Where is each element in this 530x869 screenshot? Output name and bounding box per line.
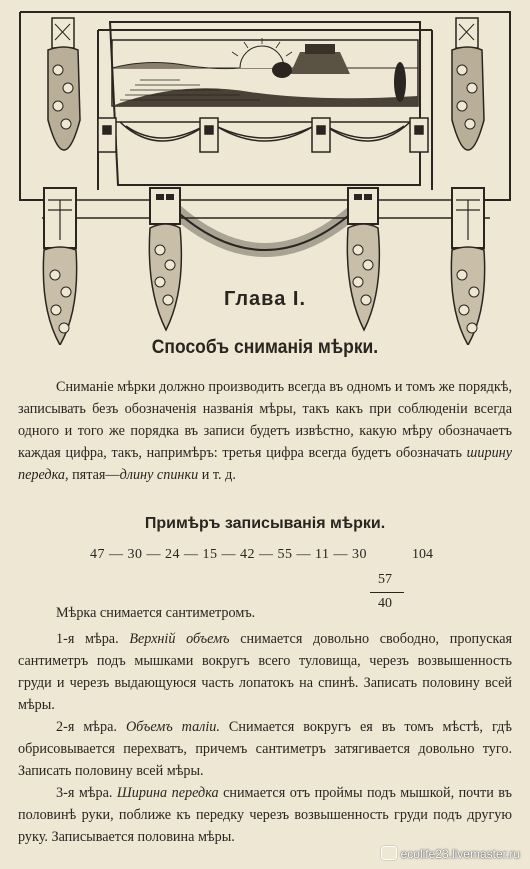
- garland: [175, 210, 355, 250]
- measured-with-line: Мѣрка снимается сантиметромъ.: [56, 605, 256, 621]
- intro-text-2: пятая—: [68, 467, 120, 483]
- item-label: 2-я мѣра.: [56, 719, 117, 735]
- watermark: ecolife23.livemaster.ru: [381, 846, 520, 861]
- measure-item-2: [18, 716, 512, 782]
- fraction-line: [370, 592, 404, 593]
- intro-italic-1: ширину передка,: [18, 445, 512, 483]
- intro-text-3: и т. д.: [198, 467, 236, 483]
- chapter-title: Глава I.: [224, 288, 306, 310]
- measurement-57: 57: [378, 572, 392, 587]
- example-title: Примѣръ записыванія мѣрки.: [144, 515, 386, 532]
- fruit-pendant-top-right: [452, 18, 484, 150]
- curtain-swags: [98, 118, 428, 152]
- item-label: 1-я мѣра.: [56, 631, 119, 647]
- measure-item-1: [18, 628, 512, 716]
- fruit-pendant-top-left: [48, 18, 80, 150]
- measurement-40: 40: [378, 596, 392, 611]
- item-text: снимается отъ проймы подъ мышкой, почти въ половинѣ руки, поближе къ передку черезъ возвышенность груди подъ другую руку. Записывается половина мѣры.: [18, 785, 512, 845]
- item-italic: Верхній объемъ: [129, 631, 230, 647]
- intro-text-1: Сниманіе мѣрки должно производить всегда въ одномъ и томъ же порядкѣ, записывать безъ обозначенія названія мѣры, такъ какъ при соблюденіи всегда одного и того же порядка въ записи будетъ извѣстно, какую мѣру обозначаетъ каждая цифра, такъ, напримѣръ: третья цифра всегда будетъ обозначать: [18, 379, 512, 461]
- landscape-scene: [112, 38, 418, 106]
- item-label: 3-я мѣра.: [56, 785, 113, 801]
- measure-item-3: [18, 782, 512, 848]
- item-text: снимается довольно свободно, пропуская сантиметръ подъ мышками вокругъ всего туловища, черезъ возвышенность груди и черезъ выдающуюся часть лопатокъ на спинѣ. Записать половину всей мѣры.: [18, 631, 513, 713]
- fruit-pendant-bottom: [43, 224, 484, 345]
- section-subtitle: Способъ cниманія мѣрки.: [151, 337, 379, 358]
- camera-icon: [381, 846, 397, 860]
- item-text: Снимается вокругъ ея въ томъ мѣстѣ, гдѣ обрисовывается перехватъ, причемъ сантиметръ затягивается довольно туго. Записать половину всей мѣры.: [18, 719, 512, 779]
- measurements-sequence: 47 — 30 — 24 — 15 — 42 — 55 — 11 — 30: [90, 547, 367, 562]
- intro-italic-2: длину спинки: [119, 467, 199, 483]
- item-italic: Объемъ таліи.: [125, 719, 220, 735]
- measurement-104: 104: [412, 547, 433, 562]
- intro-paragraph: [18, 376, 512, 486]
- item-italic: Ширина передка: [116, 785, 219, 801]
